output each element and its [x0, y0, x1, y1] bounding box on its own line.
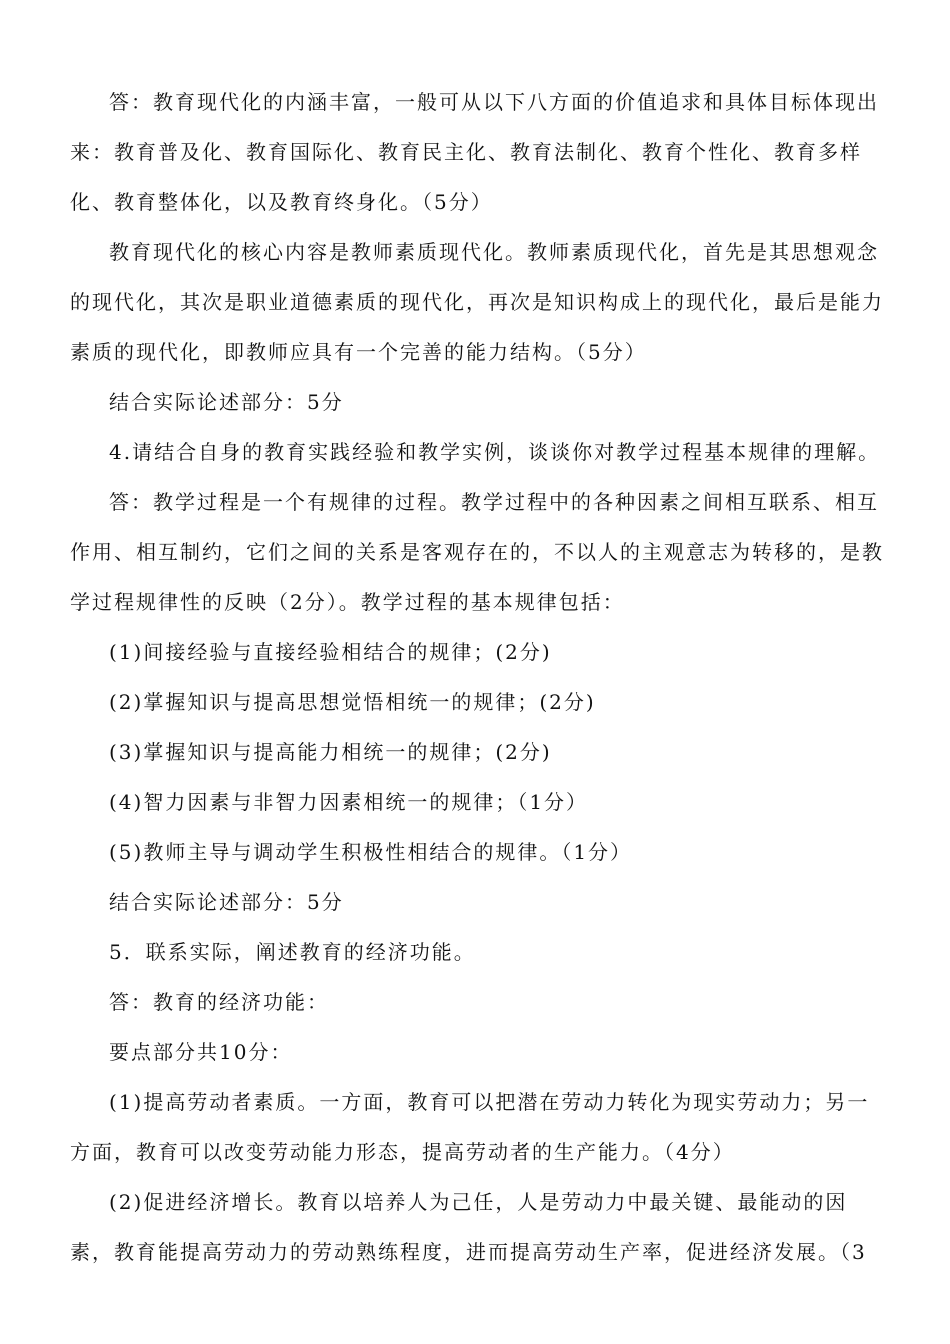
practice-discussion-score-1: 结合实际论述部分：5分: [109, 390, 344, 414]
question-5: 5．联系实际，阐述教育的经济功能。: [109, 940, 476, 964]
law-item-5: (5)教师主导与调动学生积极性相结合的规律。（1分）: [109, 840, 633, 864]
law-item-1: (1)间接经验与直接经验相结合的规律；(2分): [109, 640, 552, 664]
practice-discussion-score-2: 结合实际论述部分：5分: [109, 890, 344, 914]
law-item-2: (2)掌握知识与提高思想觉悟相统一的规律；(2分): [109, 690, 596, 714]
answer-economic-function-heading: 答：教育的经济功能：: [109, 990, 329, 1014]
law-item-3: (3)掌握知识与提高能力相统一的规律；(2分): [109, 740, 552, 764]
law-item-4: (4)智力因素与非智力因素相统一的规律；（1分）: [109, 790, 589, 814]
key-points-score: 要点部分共10分：: [109, 1040, 293, 1064]
economic-point-1: (1)提高劳动者素质。一方面，教育可以把潜在劳动力转化为现实劳动力；另一方面，教育可以改变劳动能力形态，提高劳动者的生产能力。（4分）: [70, 1090, 870, 1164]
answer-paragraph-modernization-content: 答：教育现代化的内涵丰富，一般可从以下八方面的价值追求和具体目标体现出来：教育普及化、教育国际化、教育民主化、教育法制化、教育个性化、教育多样化、教育整体化，以及教育终身化。（5分）: [70, 90, 879, 214]
answer-paragraph-teaching-process: 答：教学过程是一个有规律的过程。教学过程中的各种因素之间相互联系、相互作用、相互制约，它们之间的关系是客观存在的，不以人的主观意志为转移的，是教学过程规律性的反映（2分）。教学过程的基本规律包括：: [70, 490, 884, 614]
economic-point-2: (2)促进经济增长。教育以培养人为己任，人是劳动力中最关键、最能动的因素，教育能提高劳动力的劳动熟练程度，进而提高劳动生产率，促进经济发展。（3: [70, 1190, 867, 1264]
answer-paragraph-teacher-quality: 教育现代化的核心内容是教师素质现代化。教师素质现代化，首先是其思想观念的现代化，其次是职业道德素质的现代化，再次是知识构成上的现代化，最后是能力素质的现代化，即教师应具有一个完善的能力结构。（5分）: [70, 240, 884, 364]
question-4: 4.请结合自身的教育实践经验和教学实例，谈谈你对教学过程基本规律的理解。: [109, 440, 881, 464]
